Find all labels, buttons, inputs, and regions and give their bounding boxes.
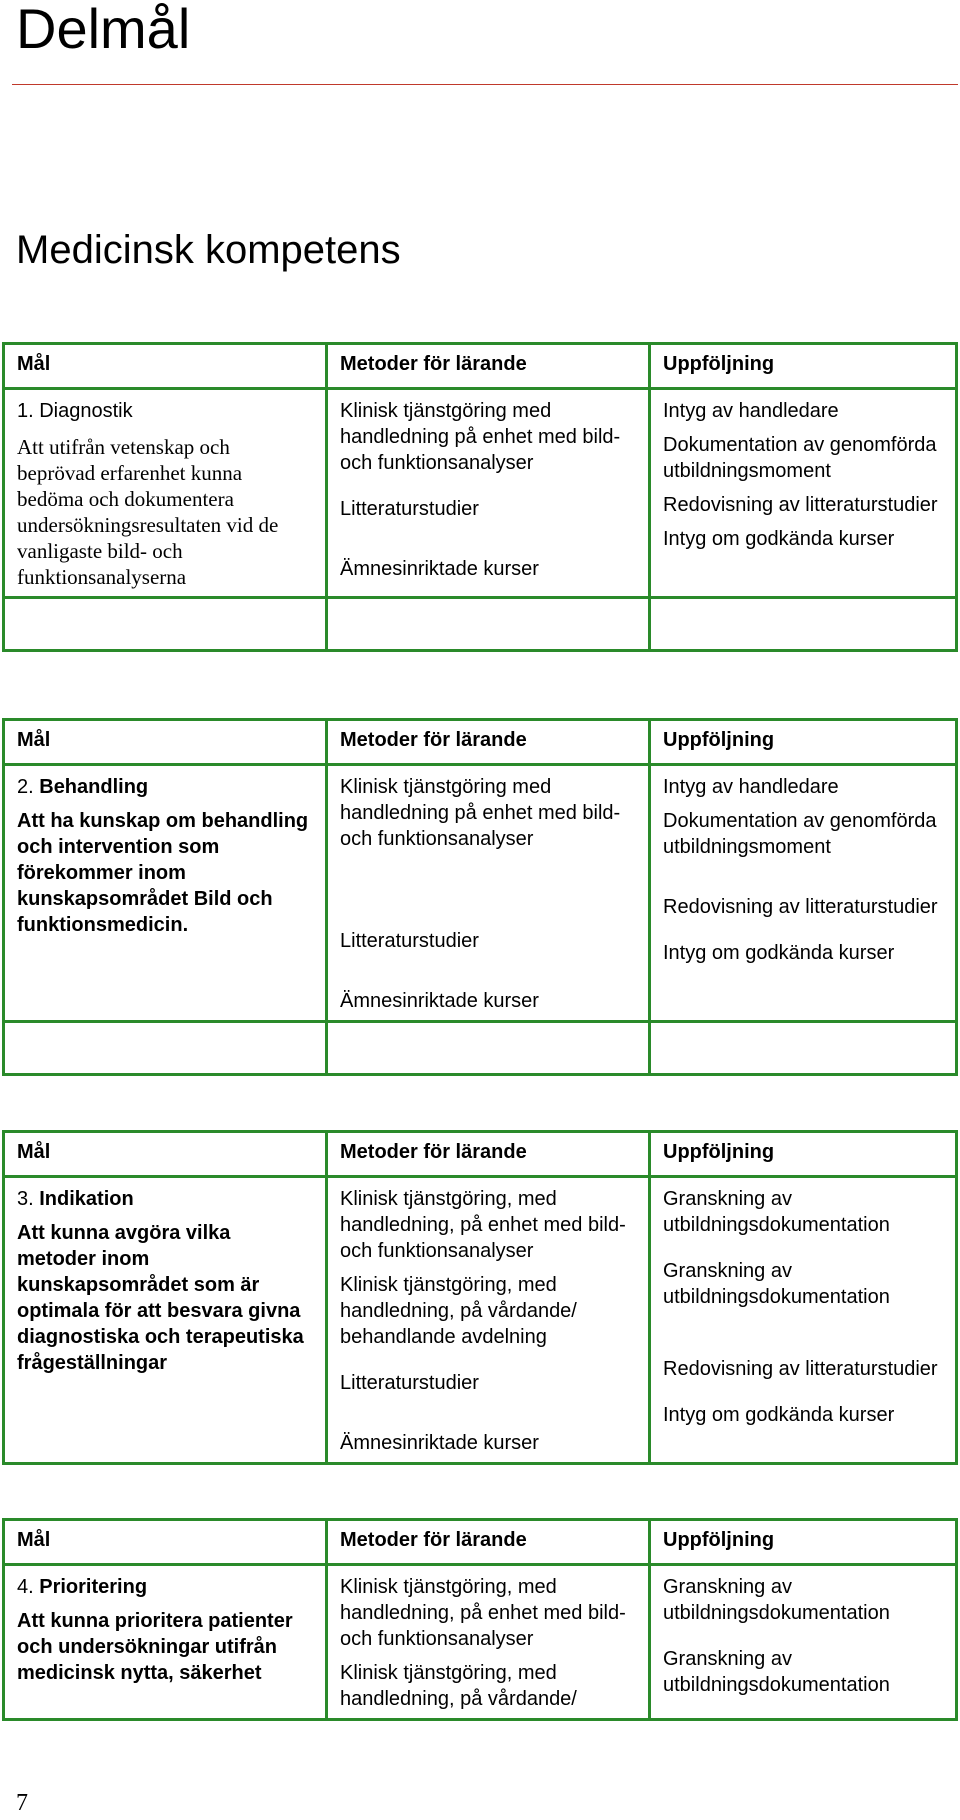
followup-item: Redovisning av litteraturstudier bbox=[663, 1358, 938, 1380]
header-followup: Uppföljning bbox=[650, 720, 957, 765]
header-methods: Metoder för lärande bbox=[327, 344, 650, 389]
followup-cell bbox=[650, 1565, 957, 1720]
goal-number bbox=[17, 1574, 313, 1600]
method-item: Ämnesinriktade kurser bbox=[340, 1432, 539, 1454]
header-goal: Mål bbox=[4, 1132, 327, 1177]
goal-number-word: Prioritering bbox=[33, 1576, 148, 1598]
goal-cell bbox=[4, 1565, 327, 1720]
page-title: Delmål bbox=[16, 0, 191, 60]
method-item: Klinisk tjänstgöring, med handledning, på vårdande/ behandlande avdelning bbox=[340, 1274, 577, 1348]
methods-cell bbox=[327, 389, 650, 598]
goal-description: Att kunna prioritera patienter och undersökningar utifrån medicinsk nytta, säkerhet bbox=[17, 1610, 293, 1684]
section-title: Medicinsk kompetens bbox=[16, 228, 401, 272]
followup-item: Intyg av handledare bbox=[663, 400, 839, 422]
method-item: Litteraturstudier bbox=[340, 498, 479, 520]
filler-cell bbox=[327, 598, 650, 651]
table-filler-row bbox=[4, 598, 957, 651]
followup-item: Granskning av utbildningsdokumentation bbox=[663, 1188, 890, 1236]
followup-item: Redovisning av litteraturstudier bbox=[663, 494, 938, 516]
page-number: 7 bbox=[16, 1790, 28, 1816]
methods-cell bbox=[327, 1177, 650, 1464]
followup-item: Intyg om godkända kurser bbox=[663, 942, 895, 964]
table-header-row bbox=[4, 1520, 957, 1565]
followup-cell bbox=[650, 1177, 957, 1464]
goal-table-indikation bbox=[2, 1130, 958, 1465]
method-item: Klinisk tjänstgöring, med handledning, på vårdande/ bbox=[340, 1662, 577, 1710]
followup-item: Dokumentation av genomförda utbildningsmoment bbox=[663, 810, 937, 858]
header-methods: Metoder för lärande bbox=[327, 720, 650, 765]
goal-number-digit: 3. bbox=[17, 1188, 34, 1210]
goal-cell bbox=[4, 389, 327, 598]
table-row bbox=[4, 389, 957, 598]
goal-table-diagnostik bbox=[2, 342, 958, 652]
table-row bbox=[4, 765, 957, 1022]
method-item: Klinisk tjänstgöring med handledning på enhet med bild- och funktionsanalyser bbox=[340, 776, 621, 850]
goal-description: Att utifrån vetenskap och beprövad erfarenhet kunna bedöma och dokumentera undersökningsresultaten vid de vanligaste bild- och funktionsanalyserna bbox=[17, 435, 279, 589]
header-methods: Metoder för lärande bbox=[327, 1132, 650, 1177]
filler-cell bbox=[650, 1022, 957, 1075]
followup-item: Dokumentation av genomförda utbildningsmoment bbox=[663, 434, 937, 482]
goal-number-digit: 2. bbox=[17, 776, 34, 798]
methods-cell bbox=[327, 765, 650, 1022]
goal-table-behandling bbox=[2, 718, 958, 1076]
header-followup: Uppföljning bbox=[650, 1520, 957, 1565]
method-item: Klinisk tjänstgöring med handledning på enhet med bild- och funktionsanalyser bbox=[340, 400, 621, 474]
filler-cell bbox=[650, 598, 957, 651]
followup-item: Granskning av utbildningsdokumentation bbox=[663, 1260, 890, 1308]
table-row bbox=[4, 1177, 957, 1464]
goal-description: Att ha kunskap om behandling och intervention som förekommer inom kunskapsområdet Bild och funktionsmedicin. bbox=[17, 810, 309, 936]
followup-item: Redovisning av litteraturstudier bbox=[663, 896, 938, 918]
method-item: Litteraturstudier bbox=[340, 1372, 479, 1394]
goal-number-digit: 4. bbox=[17, 1576, 34, 1598]
followup-item: Intyg om godkända kurser bbox=[663, 528, 895, 550]
method-item: Klinisk tjänstgöring, med handledning, på enhet med bild- och funktionsanalyser bbox=[340, 1576, 626, 1650]
method-item: Ämnesinriktade kurser bbox=[340, 990, 539, 1012]
table-row bbox=[4, 1565, 957, 1720]
header-methods: Metoder för lärande bbox=[327, 1520, 650, 1565]
goal-cell bbox=[4, 1177, 327, 1464]
method-item: Litteraturstudier bbox=[340, 930, 479, 952]
header-goal: Mål bbox=[4, 720, 327, 765]
title-divider bbox=[12, 84, 958, 85]
followup-item: Intyg om godkända kurser bbox=[663, 1404, 895, 1426]
table-header-row bbox=[4, 1132, 957, 1177]
filler-cell bbox=[327, 1022, 650, 1075]
method-item: Klinisk tjänstgöring, med handledning, på enhet med bild- och funktionsanalyser bbox=[340, 1188, 626, 1262]
method-item: Ämnesinriktade kurser bbox=[340, 558, 539, 580]
table-header-row bbox=[4, 720, 957, 765]
followup-cell bbox=[650, 389, 957, 598]
followup-item: Granskning av utbildningsdokumentation bbox=[663, 1648, 890, 1696]
filler-cell bbox=[4, 598, 327, 651]
header-goal: Mål bbox=[4, 344, 327, 389]
table-header-row bbox=[4, 344, 957, 389]
header-goal: Mål bbox=[4, 1520, 327, 1565]
goal-table-prioritering bbox=[2, 1518, 958, 1721]
followup-cell bbox=[650, 765, 957, 1022]
goal-number-word: Indikation bbox=[33, 1188, 134, 1210]
table-filler-row bbox=[4, 1022, 957, 1075]
goal-number bbox=[17, 1186, 313, 1212]
methods-cell bbox=[327, 1565, 650, 1720]
followup-item: Granskning av utbildningsdokumentation bbox=[663, 1576, 890, 1624]
goal-number: 1. Diagnostik bbox=[17, 400, 133, 422]
header-followup: Uppföljning bbox=[650, 1132, 957, 1177]
goal-number bbox=[17, 774, 313, 800]
goal-cell bbox=[4, 765, 327, 1022]
followup-item: Intyg av handledare bbox=[663, 776, 839, 798]
goal-number-word: Behandling bbox=[33, 776, 149, 798]
filler-cell bbox=[4, 1022, 327, 1075]
header-followup: Uppföljning bbox=[650, 344, 957, 389]
goal-description: Att kunna avgöra vilka metoder inom kunskapsområdet som är optimala för att besvara givna diagnostiska och terapeutiska frågeställningar bbox=[17, 1222, 304, 1374]
